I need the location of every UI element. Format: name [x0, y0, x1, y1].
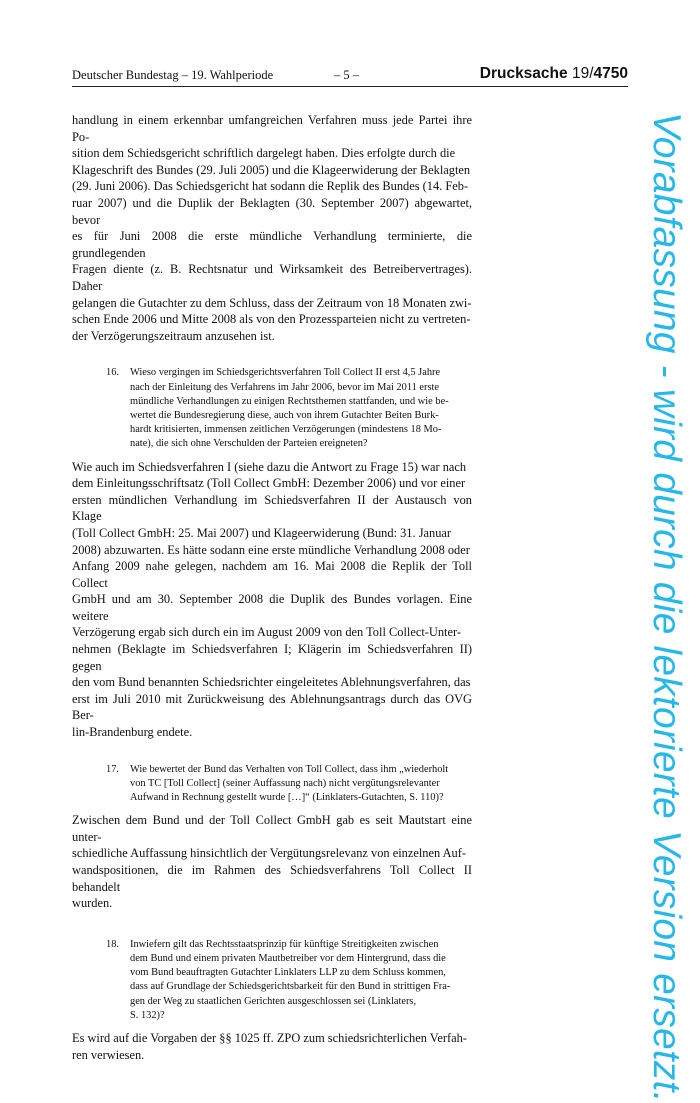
header-page-number: – 5 – — [334, 68, 359, 82]
question-line: vom Bund beauftragten Gutachter Linklaters LLP zu dem Schluss kommen, — [130, 967, 446, 979]
question-line: Wie bewertet der Bund das Verhalten von Toll Collect, dass ihm „wiederholt — [130, 763, 449, 775]
text-line: handlung in einem erkennbar umfangreichen Verfahren muss jede Partei ihre Po- — [72, 113, 472, 144]
text-line: es für Juni 2008 die erste mündliche Verhandlung terminierte, die grundlegenden — [72, 229, 472, 260]
document-body — [72, 112, 472, 1063]
drucksache-label: Drucksache — [479, 65, 568, 82]
text-line: schen Ende 2006 und Mitte 2008 als von den Prozessparteien nicht zu vertreten- — [72, 312, 471, 327]
text-line: Fragen diente (z. B. Rechtsnatur und Wirksamkeit des Betreibervertrages). Daher — [72, 262, 472, 293]
text-line: ruar 2007) und die Duplik der Beklagten (30. September 2007) abgewartet, bevor — [72, 195, 472, 227]
text-line: 2008) abzuwarten. Es hätte sodann eine erste mündliche Verhandlung 2008 oder — [72, 542, 470, 557]
text-line: nehmen (Beklagte im Schiedsverfahren I; Klägerin im Schiedsverfahren II) gegen — [72, 642, 472, 673]
question-line: von TC [Toll Collect] (seiner Auffassung nach) nicht vergütungsrelevanter — [130, 777, 440, 789]
question-18 — [72, 938, 472, 1023]
text-line: Wie auch im Schiedsverfahren I (siehe dazu die Antwort zu Frage 15) war nach — [72, 459, 467, 474]
text-line: ren verwiesen. — [72, 1047, 145, 1062]
question-line: nate), die sich ohne Verschulden der Parteien ereigneten? — [130, 438, 368, 450]
question-number: 16. — [106, 367, 119, 379]
text-line: Zwischen dem Bund und der Toll Collect GmbH gab es seit Mautstart eine unter- — [72, 813, 472, 844]
text-line: lin-Brandenburg endete. — [72, 725, 193, 740]
header-publication: Deutscher Bundestag – 19. Wahlperiode — [72, 68, 274, 82]
question-line: nach der Einleitung des Verfahrens im Jahr 2006, bevor im Mai 2011 erste — [130, 381, 440, 393]
question-line: wertet die Bundesregierung diese, auch von ihrem Gutachter Beiten Burk- — [130, 409, 439, 421]
question-number: 18. — [106, 938, 119, 950]
text-line: gelangen die Gutachter zu dem Schluss, dass der Zeitraum von 18 Monaten zwi- — [72, 295, 472, 310]
question-number: 17. — [106, 763, 119, 775]
text-line: Verzögerung ergab sich durch ein im August 2009 von den Toll Collect-Unter- — [72, 625, 461, 640]
text-line: der Verzögerungszeitraum anzusehen ist. — [72, 328, 275, 343]
question-line: gen der Weg zu staatlichen Gerichten ausgeschlossen sei (Linklaters, — [130, 995, 417, 1007]
text-line: wandspositionen, die im Rahmen des Schiedsverfahrens Toll Collect II behandelt — [72, 863, 472, 894]
question-line: S. 132)? — [130, 1009, 165, 1021]
text-line: schiedliche Auffassung hinsichtlich der Vergütungsrelevanz von einzelnen Auf- — [72, 846, 466, 861]
question-16 — [72, 366, 472, 451]
answer-16 — [72, 459, 472, 741]
text-line: Es wird auf die Vorgaben der §§ 1025 ff. ZPO zum schiedsrichterlichen Verfah- — [72, 1031, 467, 1046]
question-line: Wieso vergingen im Schiedsgerichtsverfahren Toll Collect II erst 4,5 Jahre — [130, 367, 441, 379]
question-line: dass auf Grundlage der Schiedsgerichtsbarkeit für den Bund in strittigen Fra- — [130, 981, 451, 993]
text-line: Klageschrift des Bundes (29. Juli 2005) und die Klageerwiderung der Beklagten — [72, 162, 471, 177]
text-line: erst im Juli 2010 mit Zurückweisung des Ablehnungsantrags durch das OVG Ber- — [72, 691, 472, 723]
question-line: Aufwand in Rechnung gestellt wurde […]“ (Linklaters-Gutachten, S. 110)? — [130, 792, 444, 804]
question-17 — [72, 763, 472, 806]
text-line: den vom Bund benannten Schiedsrichter eingeleitetes Ablehnungsverfahren, das — [72, 675, 471, 690]
drucksache-number: 4750 — [593, 65, 628, 82]
question-line: mündliche Verhandlungen zu einigen Rechtsthemen stattfanden, und wie be- — [130, 395, 449, 407]
question-line: dem Bund und einem privaten Mautbetreiber vor dem Hintergrund, dass die — [130, 953, 446, 964]
text-line: (29. Juni 2006). Das Schiedsgericht hat sodann die Replik des Bundes (14. Feb- — [72, 179, 469, 194]
text-line: dem Einleitungsschriftsatz (Toll Collect GmbH: Dezember 2006) und vor einer — [72, 476, 466, 491]
header-drucksache — [480, 65, 628, 83]
answer-18 — [72, 1030, 472, 1063]
page-header — [72, 66, 628, 87]
text-line: Anfang 2009 nahe gelegen, nachdem am 16. Mai 2008 die Replik der Toll Collect — [72, 559, 472, 590]
answer-paragraph-continuation — [72, 112, 472, 344]
draft-watermark: Vorabfassung - wird durch die lektorierte Version ersetzt. — [645, 112, 688, 1103]
question-line: Inwiefern gilt das Rechtsstaatsprinzip für künftige Streitigkeiten zwischen — [130, 938, 439, 950]
text-line: sition dem Schiedsgericht schriftlich dargelegt haben. Dies erfolgte durch die — [72, 146, 456, 161]
answer-17 — [72, 812, 472, 912]
text-line: GmbH und am 30. September 2008 die Duplik des Bundes vorlagen. Eine weitere — [72, 592, 472, 623]
text-line: (Toll Collect GmbH: 25. Mai 2007) und Klageerwiderung (Bund: 31. Januar — [72, 525, 452, 540]
drucksache-prefix: 19/ — [571, 65, 594, 82]
text-line: wurden. — [72, 896, 113, 911]
text-line: ersten mündlichen Verhandlung im Schiedsverfahren II der Austausch von Klage — [72, 492, 472, 524]
question-line: hardt kritisierten, immensen zeitlichen Verzögerungen (mindestens 18 Mo- — [130, 424, 442, 436]
